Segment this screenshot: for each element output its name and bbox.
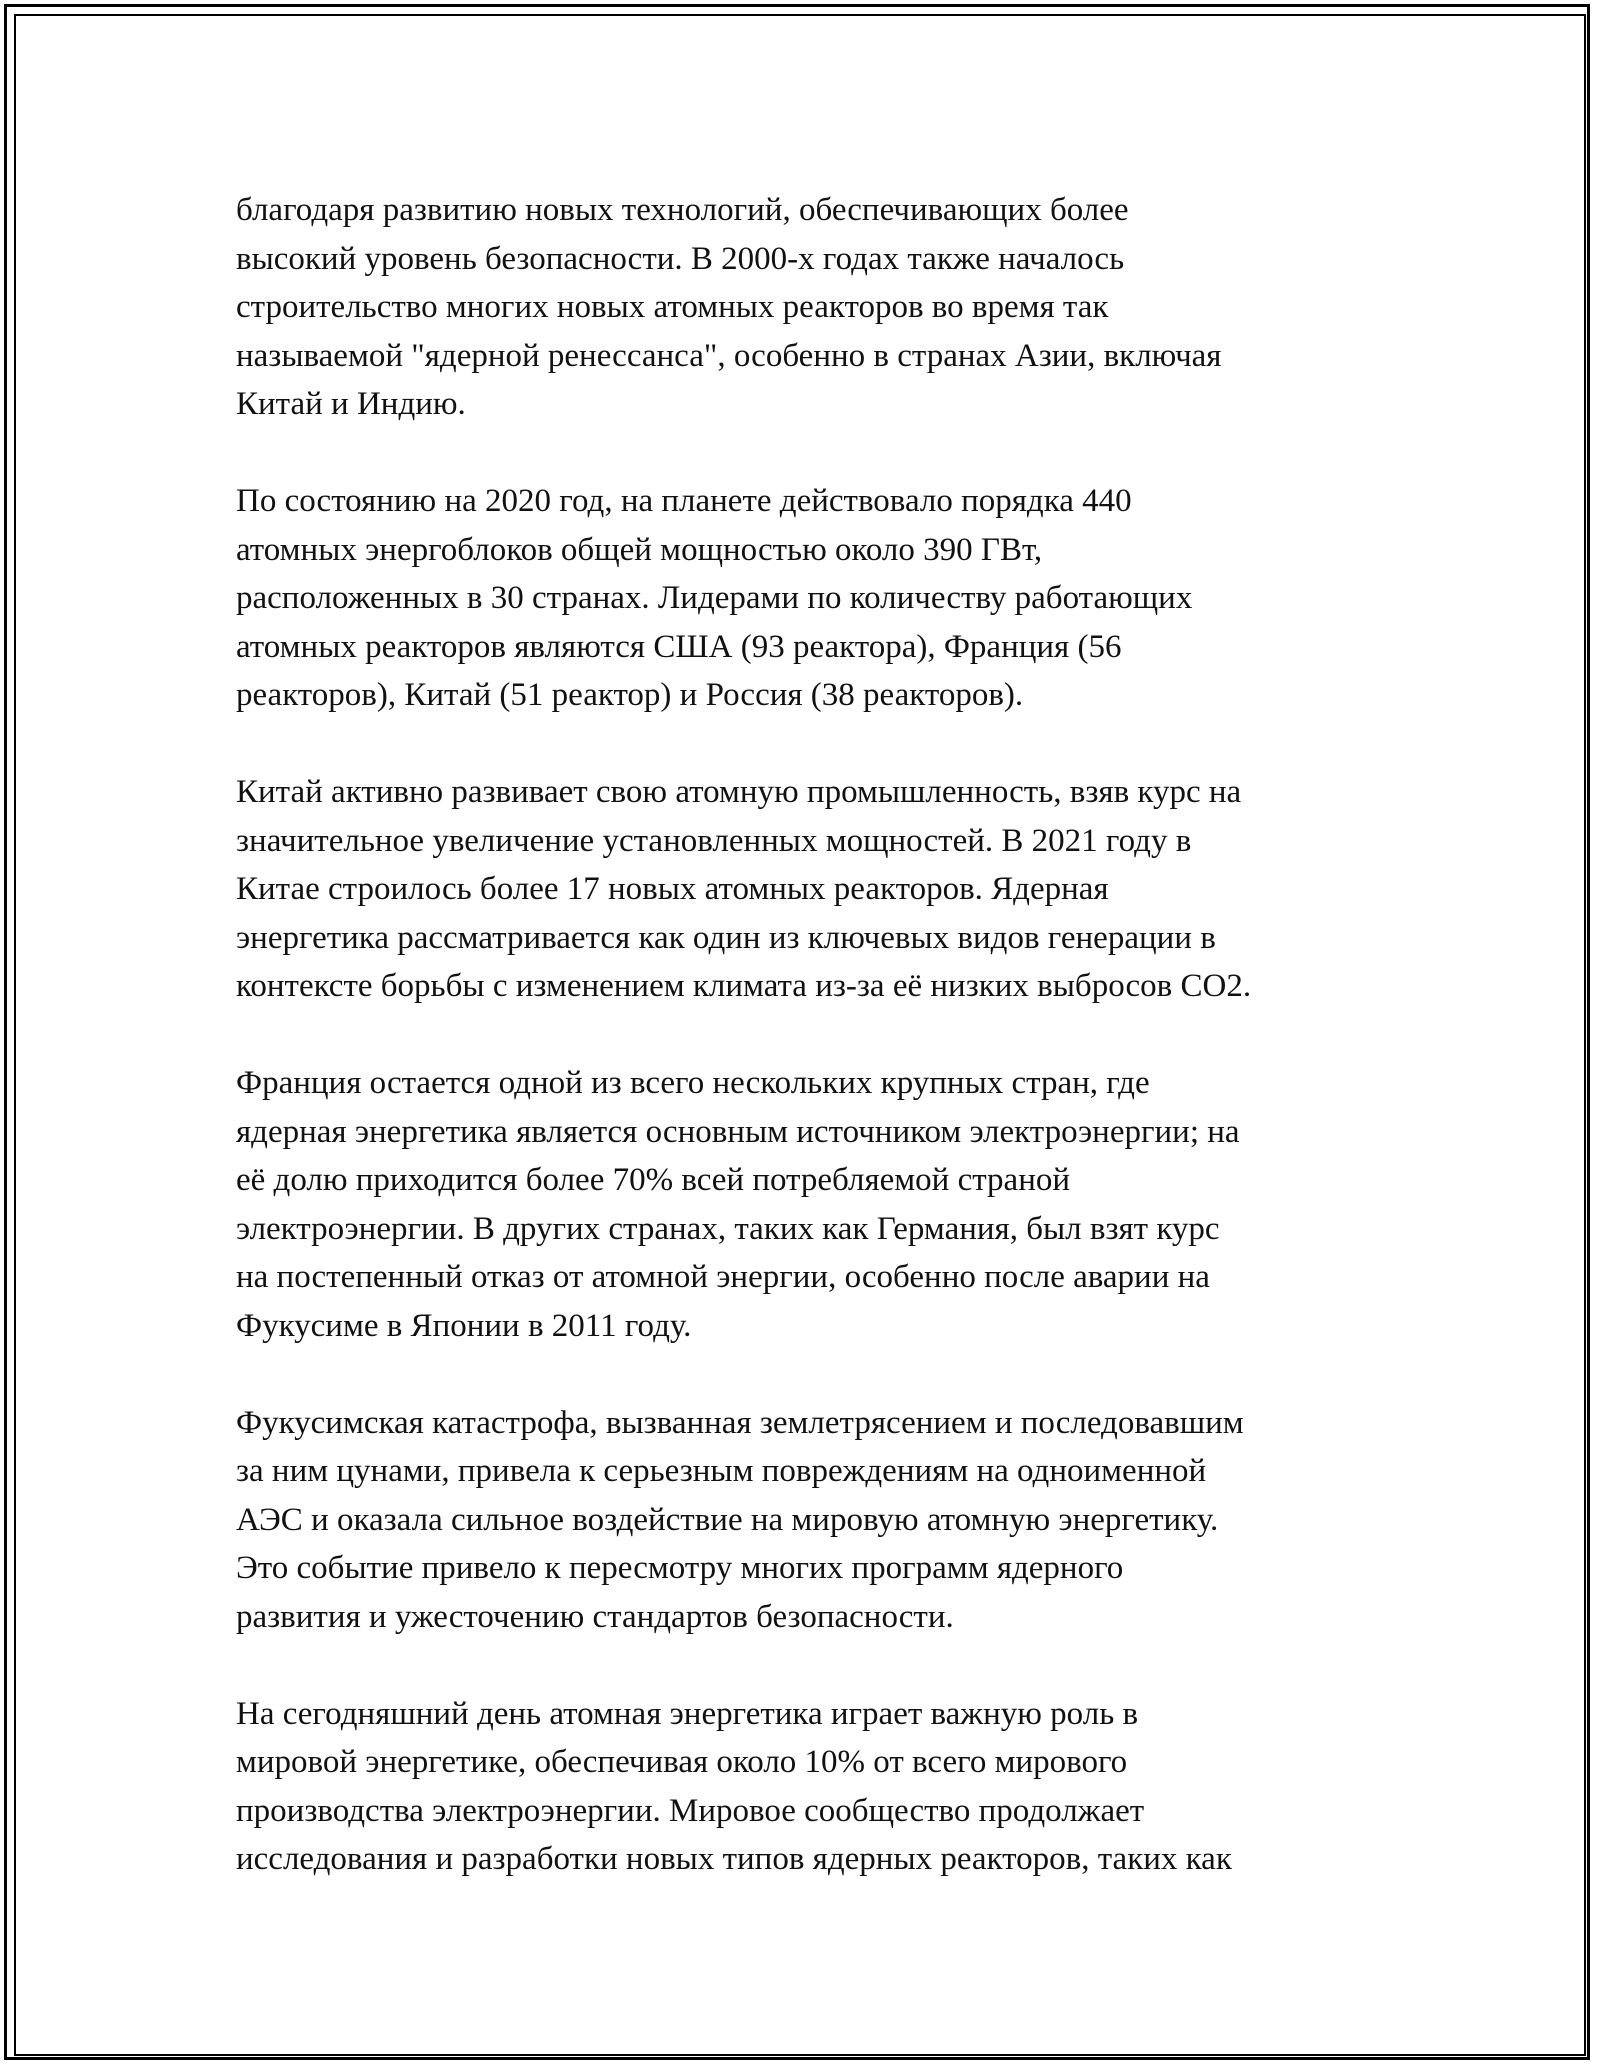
text-line: контексте борьбы с изменением климата из-за её низких выбросов CO2. [236,968,1252,1004]
text-line: По состоянию на 2020 год, на планете действовало порядка 440 [236,483,1132,519]
text-line: Китае строилось более 17 новых атомных реакторов. Ядерная [236,871,1109,907]
text-line: развития и ужесточению стандартов безопасности. [236,1598,954,1635]
text-line: На сегодняшний день атомная энергетика играет важную роль в [236,1695,1139,1732]
text-line: мировой энергетике, обеспечивая около 10% от всего мирового [236,1744,1128,1780]
paragraph-2 [236,477,1386,720]
text-line: строительство многих новых атомных реакторов во время так [236,289,1109,325]
text-line: атомных энергоблоков общей мощностью около 390 ГВт, [236,531,1043,568]
paragraph-4 [236,1059,1386,1350]
paragraph-1 [236,186,1386,429]
paragraph-5 [236,1399,1386,1642]
text-line: электроэнергии. В других странах, таких как Германия, был взят курс [236,1210,1220,1247]
paragraph-3 [236,768,1386,1011]
text-line: на постепенный отказ от атомной энергии, особенно после аварии на [236,1259,1210,1295]
paragraph-6 [236,1690,1386,1884]
text-line: производства электроэнергии. Мировое сообщество продолжает [236,1792,1145,1829]
text-line: Китай и Индию. [236,386,466,422]
document-body [236,186,1386,1932]
text-line: её долю приходится более 70% всей потребляемой страной [236,1162,1071,1198]
text-line: энергетика рассматривается как один из ключевых видов генерации в [236,919,1216,956]
text-line: исследования и разработки новых типов ядерных реакторов, таких как [236,1841,1232,1877]
text-line: Китай активно развивает свою атомную промышленность, взяв курс на [236,774,1242,810]
text-line: называемой "ядерной ренессанса", особенно в странах Азии, включая [236,337,1222,374]
text-line: высокий уровень безопасности. В 2000-х годах также началось [236,240,1125,277]
text-line: благодаря развитию новых технологий, обеспечивающих более [236,192,1129,228]
text-line: атомных реакторов являются США (93 реактора), Франция (56 [236,628,1122,665]
text-line: реакторов), Китай (51 реактор) и Россия (38 реакторов). [236,677,1024,713]
text-line: Это событие привело к пересмотру многих программ ядерного [236,1550,1124,1586]
text-line: за ним цунами, привела к серьезным повреждениям на одноименной [236,1453,1207,1489]
text-line: Фукусиме в Японии в 2011 году. [236,1307,692,1344]
text-line: расположенных в 30 странах. Лидерами по количеству работающих [236,580,1193,616]
text-line: Франция остается одной из всего нескольких крупных стран, где [236,1065,1150,1101]
text-line: ядерная энергетика является основным источником электроэнергии; на [236,1113,1240,1150]
text-line: Фукусимская катастрофа, вызванная землетрясением и последовавшим [236,1404,1244,1441]
text-line: значительное увеличение установленных мощностей. В 2021 году в [236,822,1192,859]
text-line: АЭС и оказала сильное воздействие на мировую атомную энергетику. [236,1501,1219,1538]
